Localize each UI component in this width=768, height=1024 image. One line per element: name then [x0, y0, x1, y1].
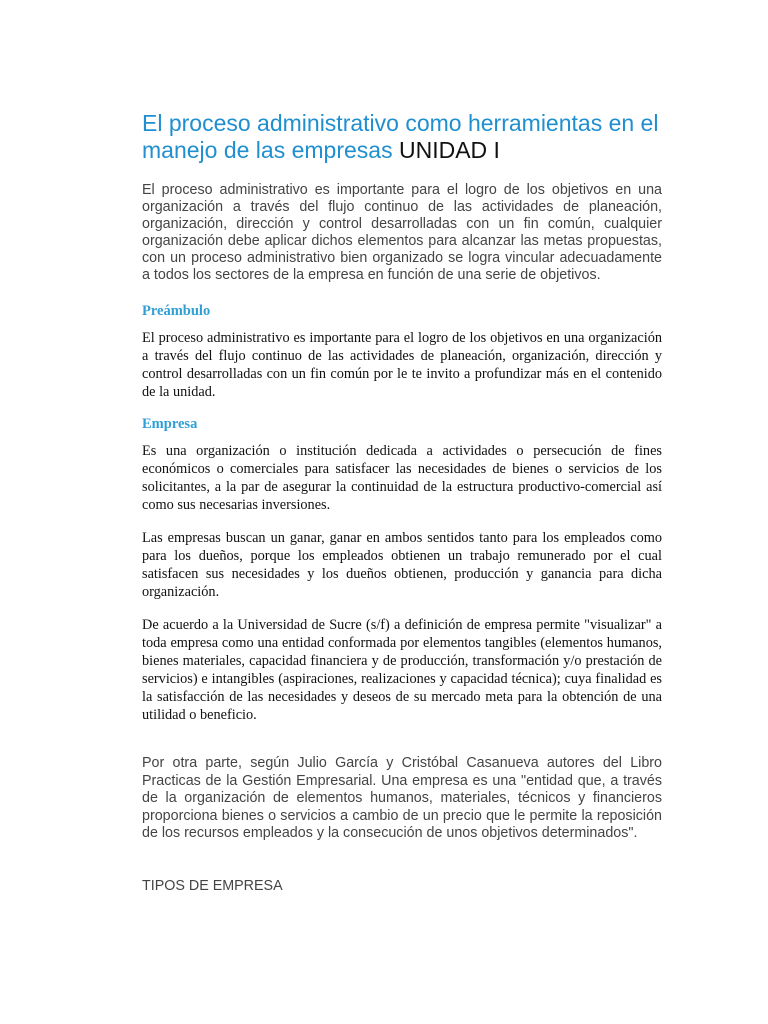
garcia-paragraph: Por otra parte, según Julio García y Cristóbal Casanueva autores del Libro Practicas de la Gestión Empresarial. Una empresa es una "entidad que, a través de la organización de elementos humanos, materiales, técnicos y financieros proporciona bienes o servicios a cambio de un precio que le permite la reposición de los recursos empleados y la consecución de unos objetivos determinados".: [142, 755, 662, 841]
preambulo-heading: Preámbulo: [142, 303, 211, 319]
intro-paragraph: El proceso administrativo es importante para el logro de los objetivos en una organización a través del flujo continuo de las actividades de planeación, organización, dirección y control desarrolladas con un fin común, cualquier organización debe aplicar dichos elementos para alcanzar las metas propuestas, con un proceso administrativo bien organizado se logra vincular adecuadamente a todos los sectores de la empresa en función de una serie de objetivos.: [142, 182, 662, 283]
empresa-paragraph-2: Las empresas buscan un ganar, ganar en ambos sentidos tanto para los empleados como para los dueños, porque los empleados obtienen un trabajo remunerado por el cual satisfacen sus necesidades y los dueños obtienen, producción y ganancia para dicha organización.: [142, 530, 662, 600]
preambulo-paragraph: El proceso administrativo es importante para el logro de los objetivos en una organización a través del flujo continuo de las actividades de planeación, organización, dirección y control desarrolladas con un fin común por le te invito a profundizar más en el contenido de la unidad.: [142, 330, 662, 400]
tipos-heading: TIPOS DE EMPRESA: [142, 878, 283, 894]
empresa-paragraph-1: Es una organización o institución dedicada a actividades o persecución de fines económicos o comerciales para satisfacer las necesidades de bienes o servicios de los solicitantes, a la par de asegurar la continuidad de la estructura productivo-comercial así como sus necesarias inversiones.: [142, 443, 662, 513]
empresa-heading: Empresa: [142, 416, 198, 432]
title-unit: UNIDAD I: [398, 137, 500, 163]
title-main: El proceso administrativo como herramientas en el manejo de las empresas: [142, 110, 659, 163]
page-title: [142, 110, 682, 164]
empresa-paragraph-3: De acuerdo a la Universidad de Sucre (s/f) a definición de empresa permite "visualizar" a toda empresa como una entidad conformada por elementos tangibles (elementos humanos, bienes materiales, capacidad financiera y de producción, transformación y/o prestación de servicios) e intangibles (aspiraciones, realizaciones y capacidad técnica); cuya finalidad es la satisfacción de las necesidades y deseos de su mercado meta para la obtención de una utilidad o beneficio.: [142, 617, 662, 723]
